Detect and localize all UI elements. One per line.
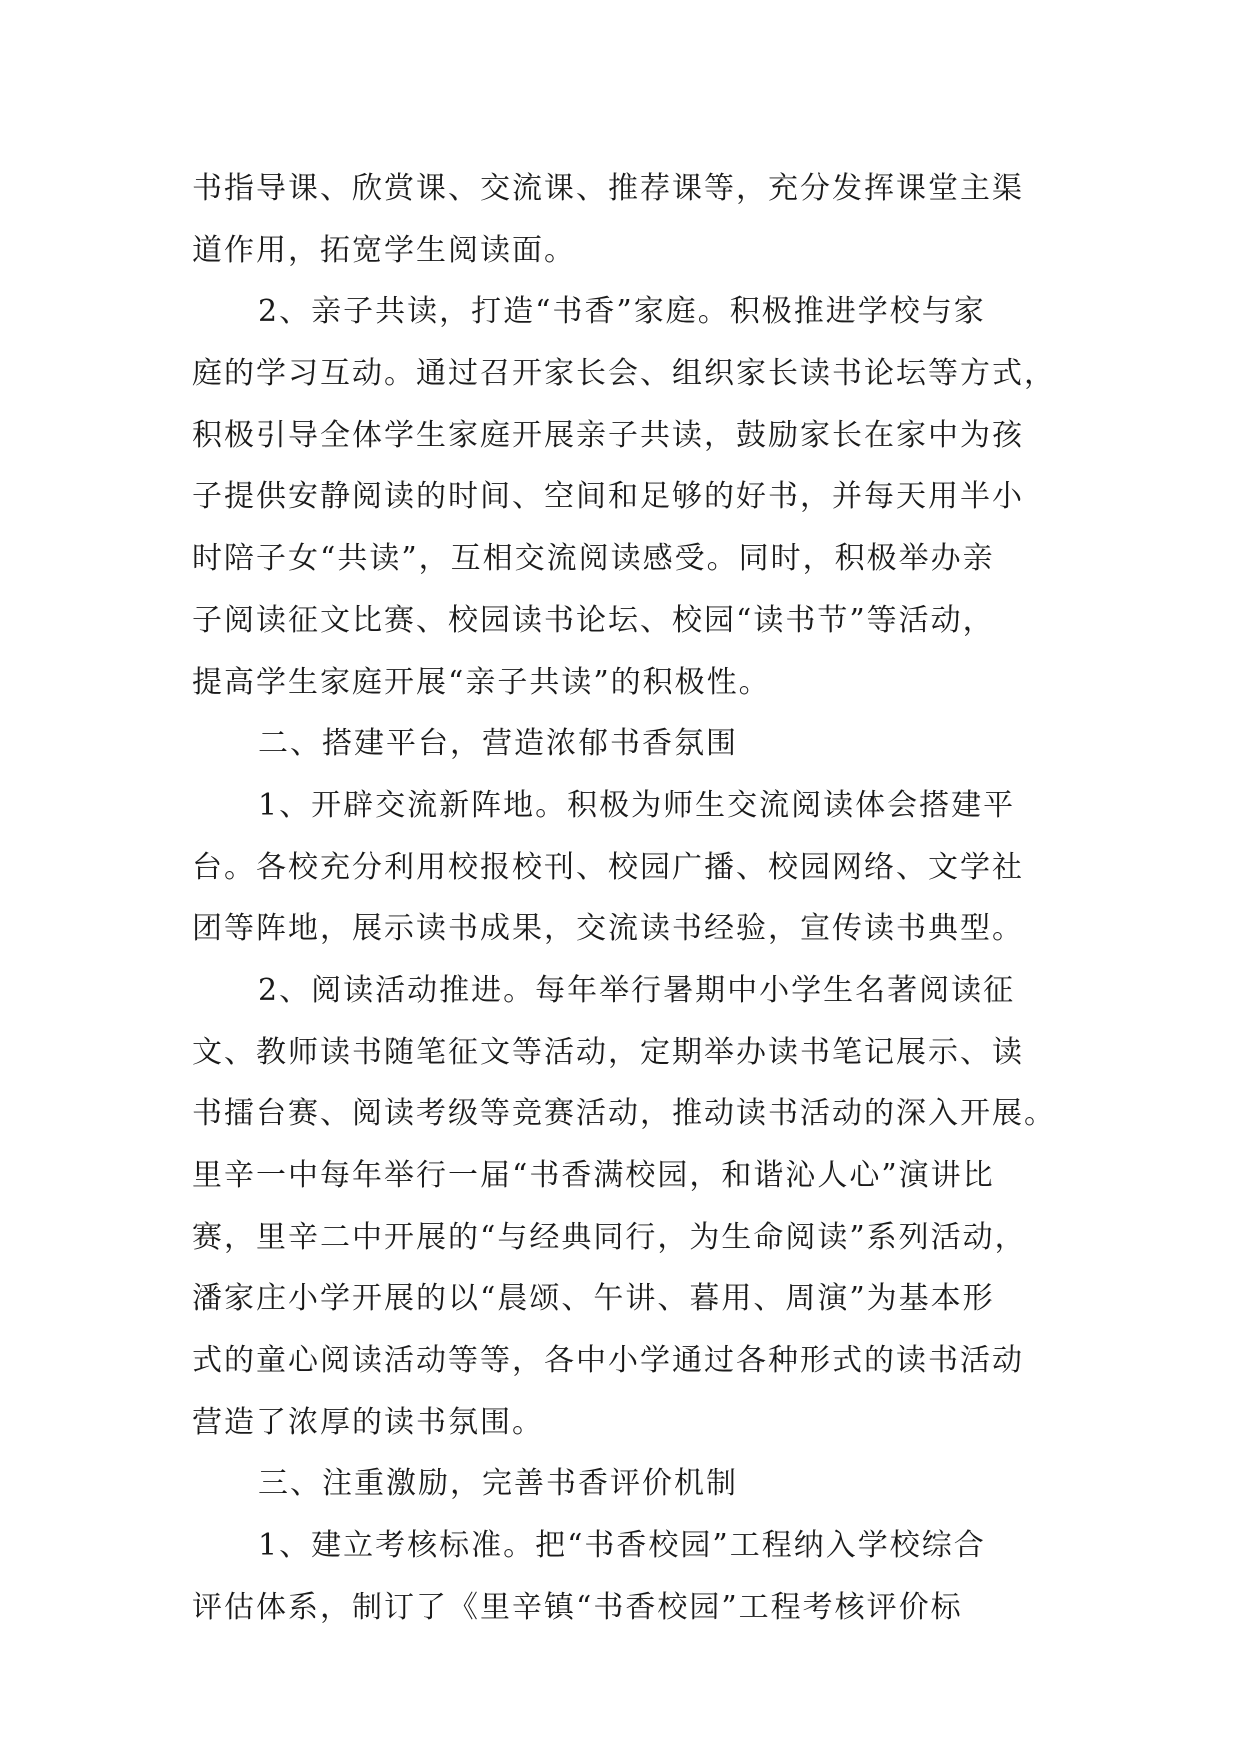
text-line: 团等阵地，展示读书成果，交流读书经验，宣传读书典型。 [192,911,1024,947]
section-heading: 二、搭建平台，营造浓郁书香氛围 [258,726,738,762]
paragraph-start-line: 2、亲子共读，打造“书香”家庭。积极推进学校与家 [258,294,986,330]
paragraph-start-line: 2、阅读活动推进。每年举行暑期中小学生名著阅读征 [258,972,1016,1008]
text-line: 道作用，拓宽学生阅读面。 [192,232,576,268]
text-line: 积极引导全体学生家庭开展亲子共读，鼓励家长在家中为孩 [192,417,1024,453]
text-line: 赛，里辛二中开展的“与经典同行，为生命阅读”系列活动， [192,1219,1027,1255]
paragraph-start-line: 1、建立考核标准。把“书香校园”工程纳入学校综合 [258,1528,986,1564]
text-line: 时陪子女“共读”，互相交流阅读感受。同时，积极举办亲 [192,541,995,577]
text-line: 书指导课、欣赏课、交流课、推荐课等，充分发挥课堂主渠 [192,171,1024,206]
paragraph-start-line: 1、开辟交流新阵地。积极为师生交流阅读体会搭建平 [258,787,1016,823]
section-heading: 三、注重激励，完善书香评价机制 [258,1466,738,1502]
text-line: 里辛一中每年举行一届“书香满校园，和谐沁人心”演讲比 [192,1158,995,1193]
text-line: 潘家庄小学开展的以“晨颂、午讲、暮用、周演”为基本形 [192,1281,995,1317]
text-line: 书擂台赛、阅读考级等竞赛活动，推动读书活动的深入开展。 [192,1096,1056,1132]
text-line: 营造了浓厚的读书氛围。 [192,1404,544,1440]
text-line: 子提供安静阅读的时间、空间和足够的好书，并每天用半小 [192,479,1024,515]
text-line: 子阅读征文比赛、校园读书论坛、校园“读书节”等活动， [192,602,995,638]
document-body [192,158,1062,1639]
text-line: 台。各校充分利用校报校刊、校园广播、校园网络、文学社 [192,849,1024,885]
text-line: 评估体系，制订了《里辛镇“书香校园”工程考核评价标 [192,1589,963,1625]
text-line: 文、教师读书随笔征文等活动，定期举办读书笔记展示、读 [192,1034,1024,1070]
text-line: 提高学生家庭开展“亲子共读”的积极性。 [192,664,771,700]
text-line: 庭的学习互动。通过召开家长会、组织家长读书论坛等方式， [192,356,1056,392]
text-line: 式的童心阅读活动等等，各中小学通过各种形式的读书活动 [192,1343,1024,1379]
